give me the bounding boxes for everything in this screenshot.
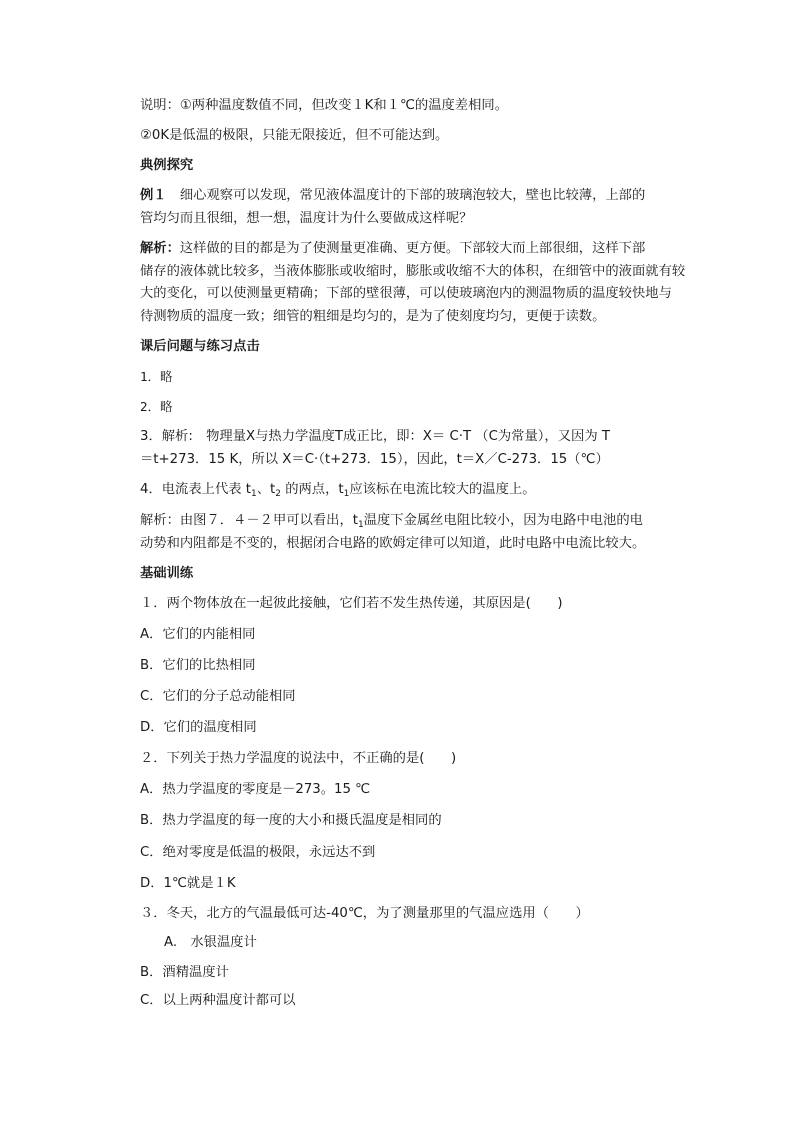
question-2-stem: ２．下列关于热力学温度的说法中，不正确的是( ) [140, 751, 457, 766]
question-1-option-d: D．它们的温度相同 [140, 720, 257, 735]
example1-analysis-line-4: 待测物质的温度一致；细管的粗细是均匀的，是为了使刻度均匀，更便于读数。 [140, 309, 606, 324]
question-1-option-a: A．它们的内能相同 [140, 627, 256, 642]
example1-analysis-label: 解析： [140, 241, 180, 256]
after-item-2: 2．略 [140, 399, 173, 414]
section-heading-basic-training: 基础训练 [140, 566, 194, 581]
question-2-option-d: D．1℃就是１K [140, 876, 236, 891]
note-line-1: 说明：①两种温度数值不同，但改变１K和１℃的温度差相同。 [140, 98, 508, 113]
example1-analysis-line-2: 储存的液体就比较多，当液体膨胀或收缩时，膨胀或收缩不大的体积，在细管中的液面就有较 [140, 264, 686, 279]
question-2-option-c: C．绝对零度是低温的极限，永远达不到 [140, 845, 376, 860]
after-item-4-analysis-line-1: 解析：由图７．４－２甲可以看出，$t_1$温度下金属丝电阻比较小，因为电路中电池的电 [140, 513, 643, 530]
section-heading-examples: 典例探究 [140, 158, 194, 173]
after-item-4-analysis-line-2: 动势和内阻都是不变的，根据闭合电路的欧姆定律可以知道，此时电路中电流比较大。 [140, 536, 646, 551]
question-2-option-b: B．热力学温度的每一度的大小和摄氏温度是相同的 [140, 813, 442, 828]
note-line-2: ②0K是低温的极限，只能无限接近，但不可能达到。 [140, 128, 449, 143]
example1-question-line-1 [140, 187, 645, 205]
question-3-stem: ３．冬天，北方的气温最低可达-40℃，为了测量那里的气温应选用（ ） [140, 906, 589, 921]
after-item-3-line-2: ＝t+273．15 K，所以 X＝C·（t+273．15），因此，t＝X／C-273．15（℃） [140, 452, 609, 467]
example1-analysis-line-1 [140, 240, 645, 258]
question-1-option-b: B．它们的比热相同 [140, 658, 256, 673]
question-3-option-b: B．酒精温度计 [140, 965, 229, 980]
question-1-option-c: C．它们的分子总动能相同 [140, 689, 296, 704]
question-3-option-c: C．以上两种温度计都可以 [140, 993, 296, 1008]
question-1-stem: １．两个物体放在一起彼此接触，它们若不发生热传递，其原因是( ) [140, 596, 563, 611]
after-item-3-line-1: 3．解析: 物理量X与热力学温度T成正比，即：X＝ C·T （C为常量），又因为 T [140, 429, 610, 444]
example1-analysis-line-3: 大的变化，可以使测量更精确；下部的壁很薄，可以使玻璃泡内的测温物质的温度较快地与 [140, 286, 672, 301]
question-3-option-a: A. 水银温度计 [164, 935, 257, 950]
example1-question-text: 细心观察可以发现，常见液体温度计的下部的玻璃泡较大，壁也比较薄，上部的 [179, 188, 646, 203]
after-item-1: 1．略 [140, 369, 173, 384]
question-2-option-a: A．热力学温度的零度是－273。15 ℃ [140, 782, 371, 797]
example1-label: 例１ [140, 188, 167, 203]
example1-question-line-2: 管均匀而且很细，想一想，温度计为什么要做成这样呢？ [140, 211, 473, 226]
section-heading-after-class: 课后问题与练习点击 [140, 339, 260, 354]
after-item-4: 4．电流表上代表 $t_1$、$t_2$ 的两点，$t_1$应该标在电流比较大的温度上。 [140, 482, 536, 499]
example1-analysis-text: 这样做的目的都是为了使测量更准确、更方便。下部较大而上部很细，这样下部 [179, 241, 646, 256]
